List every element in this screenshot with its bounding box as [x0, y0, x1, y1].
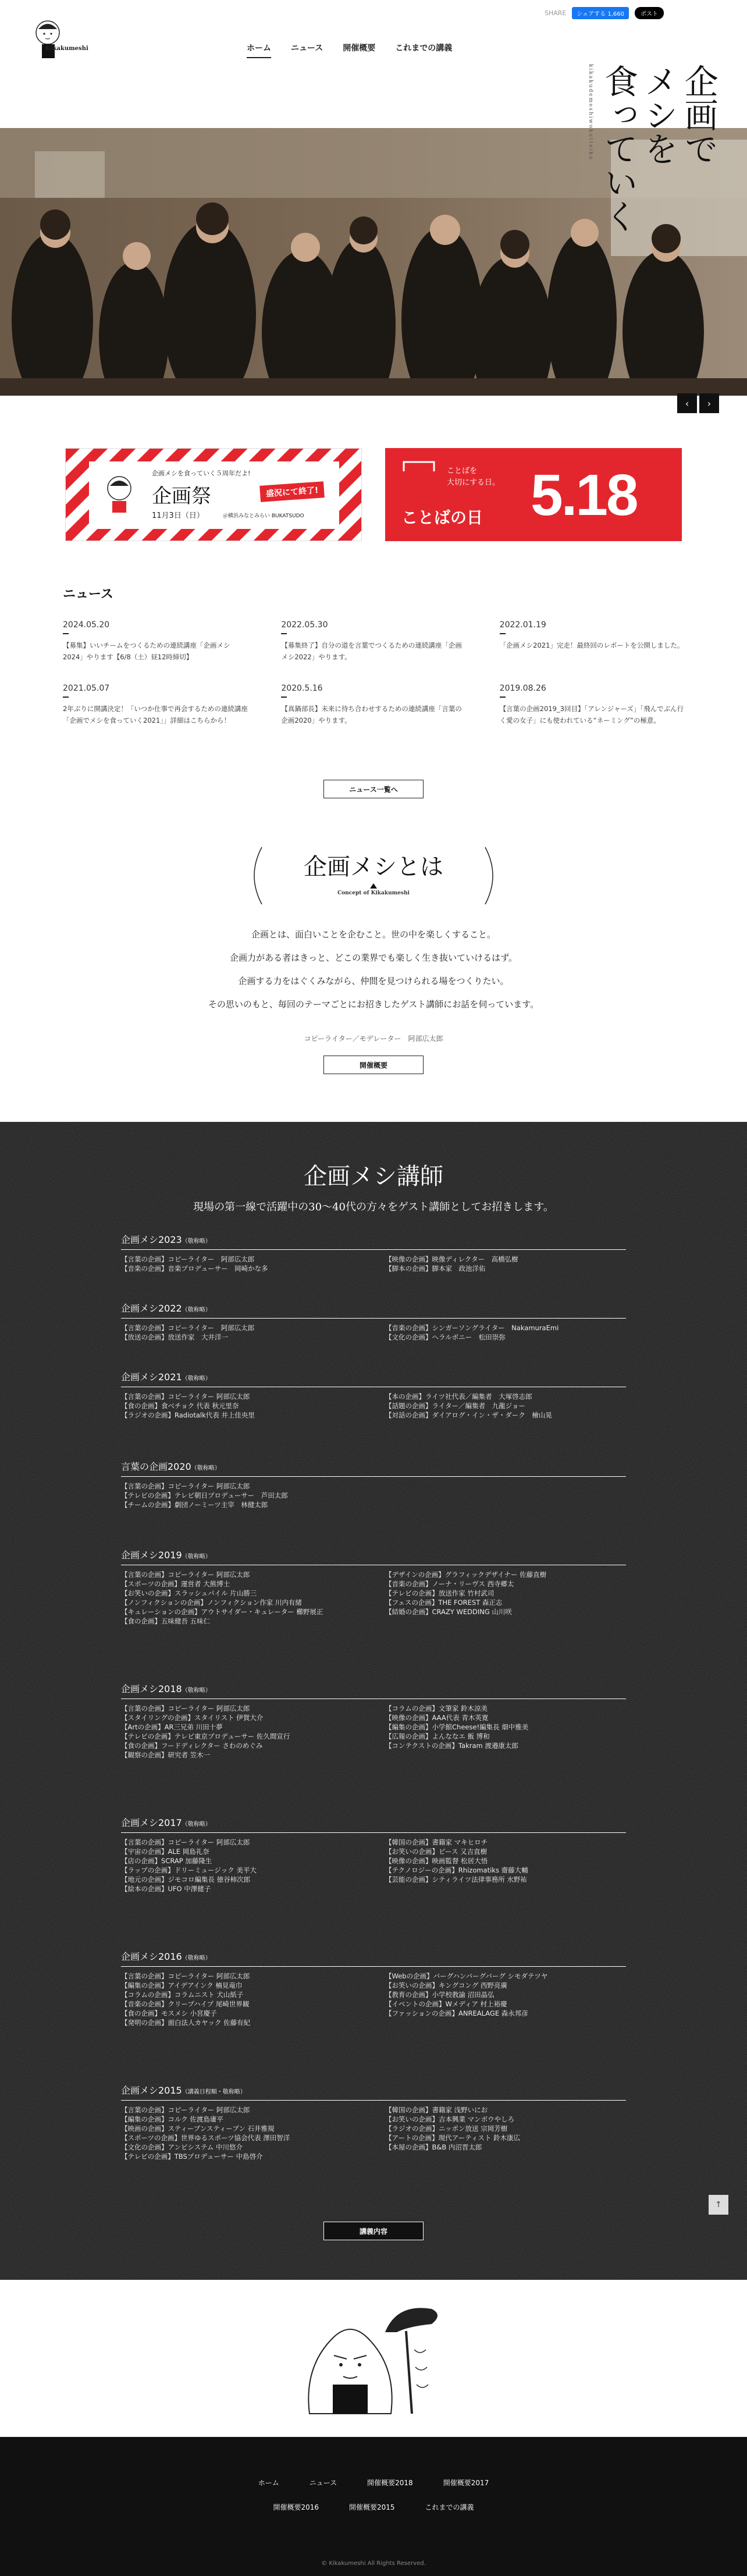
- copyright: © Kikakumeshi All Rights Reserved.: [321, 2560, 426, 2567]
- lecturer-item: 【韓国の企画】書籍家 浅野いにお: [385, 2106, 488, 2114]
- lecturer-item: 【言葉の企画】コピーライター 阿部広太郎: [121, 1838, 250, 1846]
- lecturer-item: 【対話の企画】ダイアログ・イン・ザ・ダーク 檜山晃: [385, 1411, 552, 1419]
- footer-nav-row-2: [0, 2502, 747, 2512]
- news-text[interactable]: 2年ぶりに開講決定！「いつか仕事で再会するための連続講座「企画でメシを食っていく2021」」詳細はこちらから！: [63, 705, 248, 724]
- lecturer-item: 【言葉の企画】コピーライター 阿部広太郎: [121, 1255, 255, 1263]
- news-text[interactable]: 【真鍋部長】未来に待ち合わせするための連続講座「言葉の企画2020」やります。: [281, 705, 462, 724]
- vertical-title-line: 食っていく: [598, 64, 638, 233]
- lecturer-item: 【言葉の企画】コピーライター 阿部広太郎: [121, 1392, 250, 1401]
- lecturer-item: 【絵本の企画】UFO 中澤健子: [121, 1885, 211, 1893]
- lecturer-item: 【ラップの企画】ドリーミュージック 美平大: [121, 1866, 257, 1874]
- footer-link-past-lectures[interactable]: これまでの講義: [425, 2503, 474, 2511]
- kikakusai-status-badge: 盛況にて終了!: [259, 481, 325, 502]
- lecturer-item: 【観察の企画】研究者 笠木一: [121, 1751, 211, 1759]
- lecturer-item: 【映像の企画】AAA代表 青木英寛: [385, 1714, 489, 1722]
- lecturer-item: 【言葉の企画】コピーライター 阿部広太郎: [121, 1482, 250, 1490]
- concept-line: 企画力がある者はきっと、どこの業界でも楽しく生き抜いていけるはず。: [230, 953, 517, 963]
- hero-prev-button[interactable]: ‹: [677, 393, 697, 413]
- year-heading: 企画メシ2019（敬称略）: [121, 1548, 626, 1565]
- concept-text: [0, 923, 747, 1016]
- year-block: [121, 1232, 626, 1273]
- main-nav: [247, 42, 452, 58]
- triangle-icon: [370, 883, 377, 889]
- news-date: 2022.01.19: [499, 620, 546, 630]
- news-text[interactable]: 【言葉の企画2019_3回目】「アレンジャーズ」「飛んでぶん行く愛の女子」にも使われている“ネーミング”の極意。: [499, 705, 684, 724]
- footer-link-overview-2015[interactable]: 開催概要2015: [348, 2503, 395, 2511]
- news-list: [63, 620, 685, 726]
- footer-link-overview-2018[interactable]: 開催概要2018: [367, 2479, 413, 2487]
- concept-subtitle: Concept of Kikakumeshi: [337, 890, 410, 896]
- lecturers-title: 企画メシ講師: [304, 1163, 443, 1190]
- lecturer-item: 【ラジオの企画】ニッポン放送 宗岡芳樹: [385, 2124, 508, 2133]
- lecturer-item: 【話題の企画】ライター／編集者 九龍ジョー: [385, 1402, 525, 1410]
- lecturer-item: 【テクノロジーの企画】Rhizomatiks 齋藤大輔: [385, 1866, 528, 1874]
- news-section-title: ニュース: [63, 587, 113, 602]
- lecturer-item: 【本の企画】ライツ社代表／編集者 大塚啓志郎: [385, 1392, 532, 1401]
- lecturer-item: 【言葉の企画】コピーライター 阿部広太郎: [121, 1571, 250, 1579]
- lecturer-item: 【ノンフィクションの企画】ノンフィクション作家 川内有緒: [121, 1598, 302, 1607]
- vertical-subtitle: kikakudemeshiwokutteiku: [588, 64, 593, 161]
- year-block: [121, 1459, 626, 1509]
- lecturer-item: 【放送の企画】放送作家 大井洋一: [121, 1333, 228, 1341]
- news-text[interactable]: 【募集】いいチームをつくるための連続講座「企画メシ2024」やります【6/8（土）昼12時締切】: [63, 641, 230, 661]
- lecturer-item: 【お笑いの企画】スラッシュパイル 片山勝三: [121, 1589, 257, 1597]
- kotoba-title: ことばの日: [401, 508, 483, 527]
- lecturer-item: 【文化の企画】アンビシステム 中川悠介: [121, 2143, 243, 2151]
- lecturer-item: 【音楽の企画】音楽プロデューサー 岡崎かな多: [121, 1264, 268, 1273]
- lecturer-item: 【コンテクストの企画】Takram 渡邉康太郎: [385, 1742, 518, 1750]
- news-text[interactable]: 【募集終了】自分の道を言葉でつくるための連続講座「企画メシ2022」やります。: [281, 641, 462, 661]
- year-block: [121, 1370, 626, 1420]
- year-block: [121, 1815, 626, 1893]
- lecturer-item: 【食の企画】モスメシ 小宮慶子: [121, 2009, 217, 2017]
- kikakusai-title: 企画祭: [152, 485, 211, 508]
- lecturer-item: 【店の企画】SCRAP 加藤隆生: [121, 1857, 212, 1865]
- lecturer-item: 【フェスの企画】THE FOREST 森正志: [385, 1598, 503, 1607]
- lecturer-item: 【芸能の企画】シティライツ法律事務所 水野祐: [385, 1875, 527, 1884]
- lecturer-item: 【Webの企画】バーグハンバーグバーグ シモダテツヤ: [385, 1972, 548, 1980]
- hero-controls: [677, 393, 719, 413]
- year-block: [121, 1548, 626, 1626]
- lecturer-item: 【編集の企画】小学館Cheese!編集長 畑中雅美: [385, 1723, 529, 1731]
- nav-home[interactable]: ホーム: [247, 42, 271, 58]
- concept-title: 企画メシとは: [304, 854, 443, 880]
- lecturer-item: 【音楽の企画】クリープハイプ 尾崎世界観: [121, 2000, 250, 2008]
- footer-link-home[interactable]: ホーム: [258, 2479, 279, 2487]
- year-heading: 企画メシ2016（敬称略）: [121, 1949, 626, 1967]
- lecturer-item: 【音楽の企画】ノーナ・リーヴス 西寺郷太: [385, 1580, 514, 1588]
- lecturer-item: 【結婚の企画】CRAZY WEDDING 山川咲: [385, 1608, 512, 1616]
- vertical-title-line: 企画で: [678, 64, 718, 165]
- lecturer-item: 【コラムの企画】文筆家 鈴木涼美: [385, 1704, 488, 1712]
- year-heading: 企画メシ2017（敬称略）: [121, 1815, 626, 1833]
- footer-illustration: [0, 2280, 747, 2437]
- news-text[interactable]: 「企画メシ2021」完走！最終回のレポートを公開しました。: [499, 641, 684, 649]
- nav-past-lectures[interactable]: これまでの講義: [395, 44, 453, 53]
- year-heading: 企画メシ2015（講義日程順・敬称略）: [121, 2083, 626, 2101]
- lecturer-item: 【コラムの企画】コラムニスト 犬山紙子: [121, 1991, 244, 1999]
- social-share: [545, 7, 664, 19]
- lecturer-item: 【言葉の企画】コピーライター 阿部広太郎: [121, 1704, 250, 1712]
- news-date: 2021.05.07: [63, 684, 110, 694]
- nav-news[interactable]: ニュース: [291, 44, 323, 53]
- lecturer-item: 【脚本の企画】脚本家 政池洋佑: [385, 1264, 486, 1273]
- year-heading: 企画メシ2022（敬称略）: [121, 1301, 626, 1319]
- lecturer-item: 【Artの企画】AR三兄弟 川田十夢: [121, 1723, 223, 1731]
- lectures-button[interactable]: 講義内容: [323, 2222, 424, 2240]
- nav-overview[interactable]: 開催概要: [343, 44, 376, 53]
- logo-text: Kikakumeshi: [45, 45, 88, 52]
- year-heading: 言葉の企画2020（敬称略）: [121, 1459, 626, 1477]
- kotoba-no-hi-banner[interactable]: [385, 448, 682, 541]
- concept-title-block: [250, 844, 497, 908]
- lecturer-item: 【編集の企画】アイデアインク 楠見竜巾: [121, 1981, 243, 1989]
- kikakusai-date: 11月3日（日）: [152, 511, 204, 520]
- overview-button[interactable]: 開催概要: [323, 1056, 424, 1074]
- year-block: [121, 1301, 626, 1342]
- footer-nav-row-1: [0, 2478, 747, 2488]
- hero-next-button[interactable]: ›: [699, 393, 719, 413]
- lecturers-subtitle: 現場の第一線で活躍中の30〜40代の方々をゲスト講師としてお招きします。: [193, 1201, 554, 1213]
- news-date: 2022.05.30: [281, 620, 328, 630]
- news-item[interactable]: [63, 620, 248, 663]
- lecturer-item: 【テレビの企画】テレビ東京プロデューサー 佐久間宣行: [121, 1732, 290, 1740]
- lecturer-item: 【食の企画】食べチョク 代表 秋元里奈: [121, 1402, 239, 1410]
- back-to-top-button[interactable]: ↑: [709, 2195, 728, 2215]
- news-date: 2020.5.16: [281, 684, 323, 694]
- facebook-share-button[interactable]: シェアする 1,660: [572, 7, 629, 19]
- lecturer-item: 【テレビの企画】TBSプロデューサー 中島啓介: [121, 2152, 263, 2161]
- lecturer-item: 【発明の企画】面白法人カヤック 佐藤有紀: [121, 2019, 251, 2027]
- lecturer-item: 【キュレーションの企画】アウトサイダー・キュレーター 櫛野展正: [121, 1608, 323, 1616]
- lecturer-item: 【ラジオの企画】Radiotalk代表 井上佳央里: [121, 1411, 255, 1419]
- lecturer-item: 【お笑いの企画】キングコング 西野亮廣: [385, 1981, 507, 1989]
- lecturer-item: 【韓国の企画】書籍家 マキヒロチ: [385, 1838, 488, 1846]
- bracket-icon: [401, 460, 436, 495]
- vertical-title-line: メシを: [638, 64, 678, 165]
- lecturer-item: 【食の企画】フードディレクター さわのめぐみ: [121, 1742, 263, 1750]
- lecturer-item: 【映画の企画】スティーブンスティーブン 石井雅規: [121, 2124, 275, 2133]
- lecturer-item: 【デザインの企画】グラフィックデザイナー 佐藤直樹: [385, 1571, 547, 1579]
- lecturer-item: 【映像の企画】映画監督 松居大悟: [385, 1857, 488, 1865]
- lecturer-item: 【広報の企画】よんななエ 飯 博和: [385, 1732, 490, 1740]
- kikakusai-venue: ＠横浜みなとみらい BUKATSUDO: [223, 513, 304, 519]
- footer-link-overview-2017[interactable]: 開催概要2017: [443, 2479, 489, 2487]
- footer-link-news[interactable]: ニュース: [309, 2479, 337, 2487]
- lecturer-item: 【音楽の企画】シンガーソングライター NakamuraEmi: [385, 1324, 559, 1332]
- kotoba-tagline-2: 大切にする日。: [447, 478, 500, 487]
- year-heading: 企画メシ2018（敬称略）: [121, 1682, 626, 1699]
- lecturer-item: 【文化の企画】ヘラルボニー 松田崇弥: [385, 1333, 506, 1341]
- concept-line: 企画とは、面白いことを企むこと。世の中を楽しくすること。: [251, 929, 496, 940]
- lecturers-section: [0, 1122, 747, 2280]
- x-post-button[interactable]: ポスト: [635, 7, 664, 19]
- lecturer-item: 【食の企画】五味健吾 五味仁: [121, 1617, 211, 1625]
- news-date: 2019.08.26: [499, 684, 546, 694]
- kotoba-tagline-1: ことばを: [447, 467, 478, 475]
- lecturer-item: 【本屋の企画】B&B 内沼晋太郎: [385, 2143, 482, 2151]
- lecturer-item: 【スタイリングの企画】スタイリスト 伊賀大介: [121, 1714, 264, 1722]
- lecturer-item: 【テレビの企画】放送作家 竹村武司: [385, 1589, 495, 1597]
- lecturer-item: 【スポーツの企画】世界ゆるスポーツ協会代表 澤田智洋: [121, 2134, 290, 2142]
- lecturer-item: 【テレビの企画】テレビ朝日プロデューサー 芦田太郎: [121, 1491, 288, 1500]
- lecturer-item: 【地元の企画】ジモコロ編集長 徳谷柿次郎: [121, 1875, 251, 1884]
- onigiri-mushroom-illustration-icon: [298, 2297, 449, 2425]
- year-block: [121, 1949, 626, 2027]
- concept-line: 企画する力をはぐくみながら、仲間を見つけられる場をつくりたい。: [238, 976, 509, 986]
- news-item[interactable]: [281, 620, 467, 663]
- footer-link-overview-2016[interactable]: 開催概要2016: [273, 2503, 319, 2511]
- vertical-title: [600, 64, 716, 233]
- lecturer-item: 【言葉の企画】コピーライター 阿部広太郎: [121, 1972, 250, 1980]
- news-date: 2024.05.20: [63, 620, 110, 630]
- kotoba-date: 5.18: [531, 463, 637, 528]
- kotoba-tagline: [447, 466, 500, 489]
- lecturer-item: 【宇宙の企画】ALE 岡島礼奈: [121, 1847, 209, 1856]
- lecturer-item: 【アートの企画】現代アーティスト 鈴木康広: [385, 2134, 521, 2142]
- lecturer-item: 【言葉の企画】コピーライター 阿部広太郎: [121, 1324, 255, 1332]
- lecturer-item: 【編集の企画】コルク 佐渡島庸平: [121, 2115, 223, 2123]
- lecturer-item: 【お笑いの企画】吉本興業 マンボウやしろ: [385, 2115, 515, 2123]
- share-label: SHARE: [545, 9, 567, 17]
- lecturer-item: 【映像の企画】映像ディレクター 高橋弘樹: [385, 1255, 518, 1263]
- news-item[interactable]: [500, 620, 685, 663]
- year-block: [121, 2083, 626, 2161]
- year-block: [121, 1682, 626, 1760]
- news-item[interactable]: [500, 684, 685, 726]
- concept-line: その思いのもと、毎回のテーマごとにお招きしたゲスト講師にお話を伺っています。: [208, 999, 539, 1010]
- concept-signature: コピーライター／モデレーター 阿部広太郎: [304, 1035, 443, 1043]
- news-item[interactable]: [281, 684, 467, 726]
- lecturer-item: 【チームの企画】劇団ノーミーツ主宰 林健太郎: [121, 1501, 268, 1509]
- year-heading: 企画メシ2023（敬称略）: [121, 1232, 626, 1250]
- kikakusai-banner[interactable]: [65, 448, 362, 541]
- lecturer-item: 【教育の企画】小学校教諭 沼田晶弘: [385, 1991, 495, 1999]
- lecturer-item: 【言葉の企画】コピーライター 阿部広太郎: [121, 2106, 250, 2114]
- lecturer-item: 【ファッションの企画】ANREALAGE 森永邦彦: [385, 2009, 528, 2017]
- lecturer-item: 【イベントの企画】Wメディア 村上裕慶: [385, 2000, 507, 2008]
- kikakusai-tagline: 企画メシを食っていく５周年だよ!: [152, 470, 251, 477]
- lecturer-item: 【スポーツの企画】運営者 大熊博士: [121, 1580, 230, 1588]
- lecturer-item: 【お笑いの企画】ピース 又吉直樹: [385, 1847, 488, 1856]
- year-heading: 企画メシ2021（敬称略）: [121, 1370, 626, 1387]
- news-item[interactable]: [63, 684, 248, 726]
- news-list-button[interactable]: ニュース一覧へ: [323, 780, 424, 798]
